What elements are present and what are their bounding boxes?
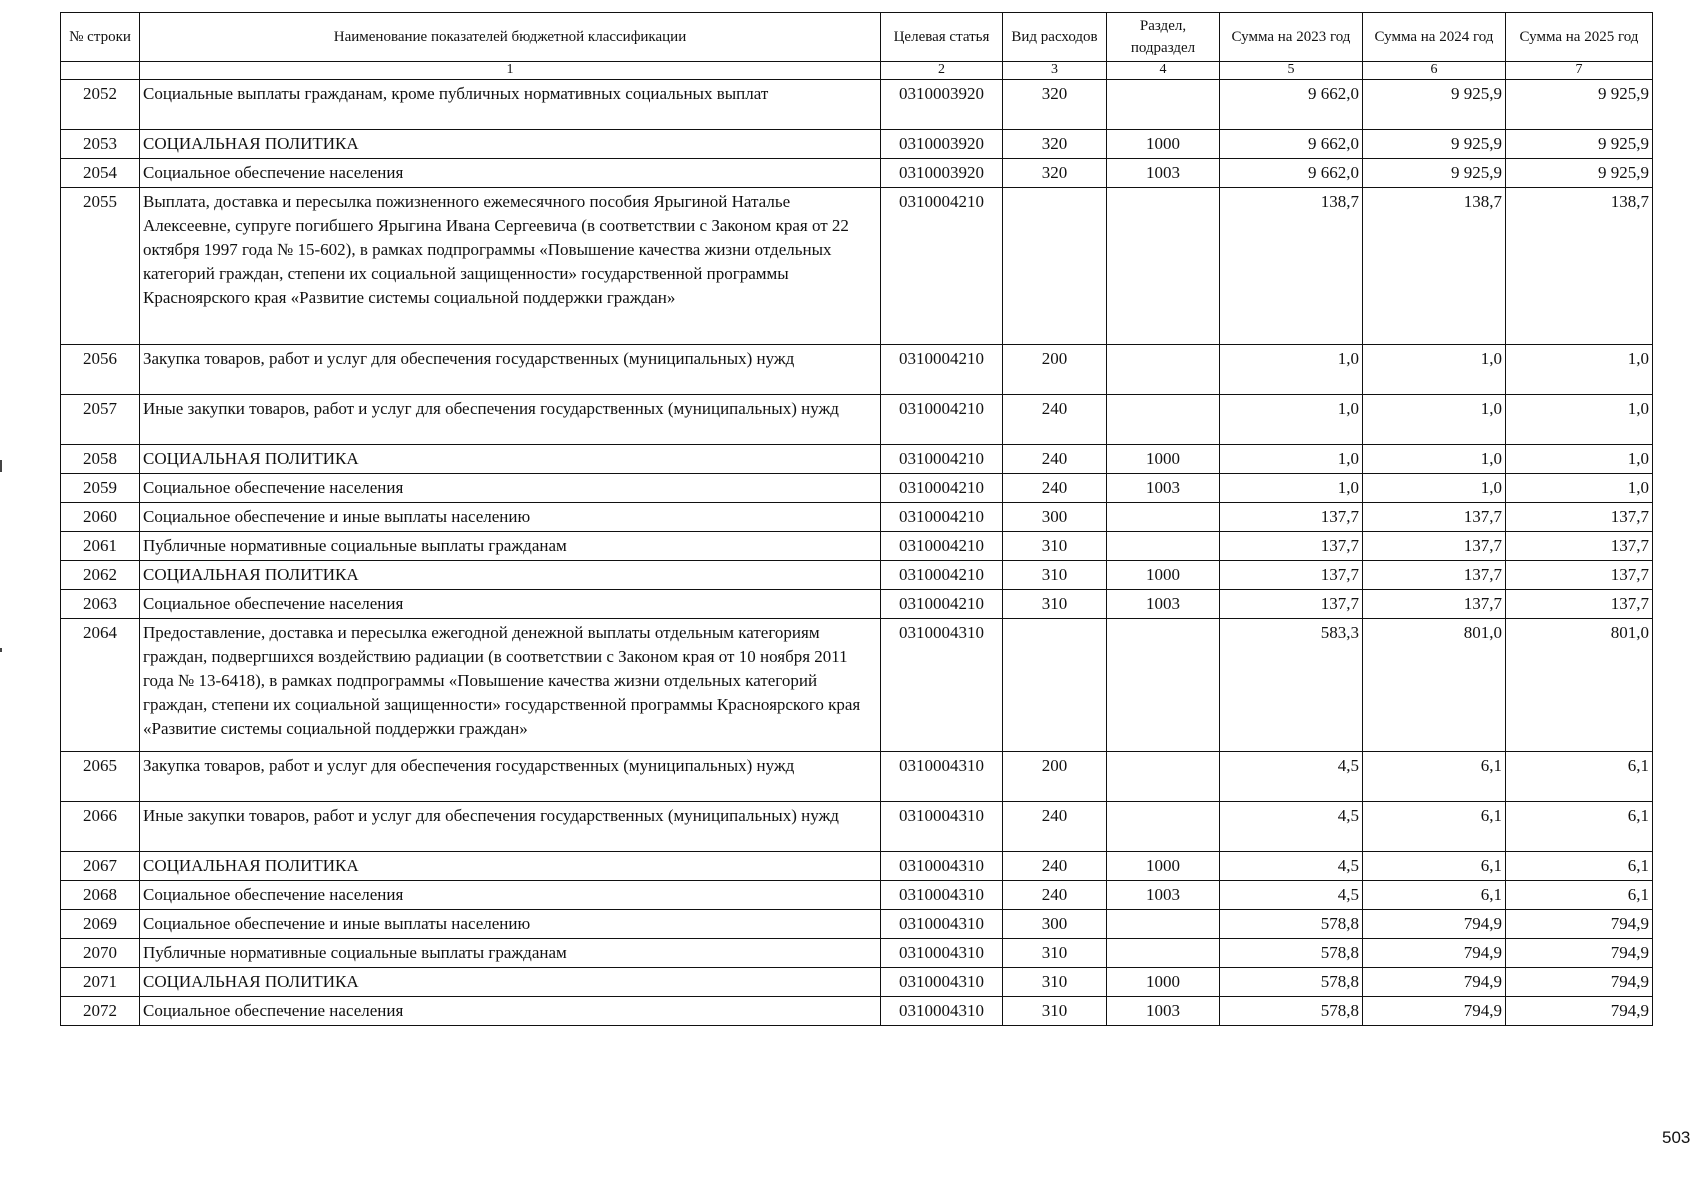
row-sum-2025: 6,1	[1506, 881, 1653, 910]
row-expense-type: 240	[1003, 395, 1107, 445]
row-name: Выплата, доставка и пересылка пожизненного ежемесячного пособия Ярыгиной Наталье Алексеевне, супруге погибшего Ярыгина Ивана Сергеевича (в соответствии с Законом края от 22 октября 1997 года № 15-602), в рамках подпрограммы «Повышение качества жизни отдельных категорий граждан, степени их социальной защищенности» государственной программы Красноярского края «Развитие системы социальной поддержки граждан»	[140, 188, 881, 345]
row-number: 2052	[61, 80, 140, 130]
row-name: Социальное обеспечение населения	[140, 997, 881, 1026]
row-target-article: 0310004310	[881, 968, 1003, 997]
column-number: 2	[881, 62, 1003, 80]
table-body	[61, 80, 1653, 1026]
row-number: 2066	[61, 802, 140, 852]
row-target-article: 0310004210	[881, 532, 1003, 561]
row-target-article: 0310004310	[881, 852, 1003, 881]
row-sum-2023: 137,7	[1220, 590, 1363, 619]
row-name: Социальное обеспечение населения	[140, 881, 881, 910]
row-sum-2023: 9 662,0	[1220, 80, 1363, 130]
row-sum-2024: 137,7	[1363, 503, 1506, 532]
row-sum-2024: 137,7	[1363, 532, 1506, 561]
row-sum-2025: 9 925,9	[1506, 159, 1653, 188]
row-section: 1003	[1107, 159, 1220, 188]
row-target-article: 0310004210	[881, 503, 1003, 532]
header-sum-2025: Сумма на 2025 год	[1506, 13, 1653, 62]
row-number: 2068	[61, 881, 140, 910]
row-expense-type: 240	[1003, 445, 1107, 474]
column-number: 6	[1363, 62, 1506, 80]
table-row	[61, 395, 1653, 445]
row-target-article: 0310004210	[881, 345, 1003, 395]
row-sum-2023: 4,5	[1220, 881, 1363, 910]
row-number: 2058	[61, 445, 140, 474]
row-expense-type: 320	[1003, 80, 1107, 130]
row-section: 1000	[1107, 968, 1220, 997]
row-sum-2023: 578,8	[1220, 968, 1363, 997]
row-name: Иные закупки товаров, работ и услуг для обеспечения государственных (муниципальных) нужд	[140, 395, 881, 445]
row-number: 2070	[61, 939, 140, 968]
row-sum-2024: 6,1	[1363, 881, 1506, 910]
row-target-article: 0310004210	[881, 445, 1003, 474]
row-number: 2063	[61, 590, 140, 619]
row-sum-2025: 6,1	[1506, 802, 1653, 852]
row-section	[1107, 345, 1220, 395]
row-expense-type: 240	[1003, 852, 1107, 881]
table-row	[61, 968, 1653, 997]
table-row	[61, 752, 1653, 802]
row-name: СОЦИАЛЬНАЯ ПОЛИТИКА	[140, 445, 881, 474]
row-section: 1000	[1107, 561, 1220, 590]
row-section: 1003	[1107, 881, 1220, 910]
row-target-article: 0310004310	[881, 881, 1003, 910]
row-sum-2023: 578,8	[1220, 997, 1363, 1026]
row-section	[1107, 503, 1220, 532]
row-name: СОЦИАЛЬНАЯ ПОЛИТИКА	[140, 852, 881, 881]
row-name: Социальное обеспечение и иные выплаты населению	[140, 910, 881, 939]
row-sum-2025: 794,9	[1506, 968, 1653, 997]
header-sum-2024: Сумма на 2024 год	[1363, 13, 1506, 62]
row-sum-2023: 137,7	[1220, 561, 1363, 590]
row-target-article: 0310004310	[881, 619, 1003, 752]
row-section: 1000	[1107, 130, 1220, 159]
row-section	[1107, 532, 1220, 561]
table-row	[61, 503, 1653, 532]
header-target-article: Целевая статья	[881, 13, 1003, 62]
row-name: Социальные выплаты гражданам, кроме публичных нормативных социальных выплат	[140, 80, 881, 130]
row-name: Публичные нормативные социальные выплаты гражданам	[140, 939, 881, 968]
margin-mark	[0, 648, 2, 652]
row-number: 2062	[61, 561, 140, 590]
row-expense-type: 300	[1003, 910, 1107, 939]
row-sum-2024: 6,1	[1363, 852, 1506, 881]
row-expense-type: 240	[1003, 881, 1107, 910]
row-sum-2024: 1,0	[1363, 345, 1506, 395]
margin-mark	[0, 460, 2, 472]
row-sum-2025: 801,0	[1506, 619, 1653, 752]
row-target-article: 0310004310	[881, 939, 1003, 968]
row-sum-2023: 1,0	[1220, 395, 1363, 445]
row-section: 1000	[1107, 852, 1220, 881]
row-section: 1003	[1107, 474, 1220, 503]
row-name: Закупка товаров, работ и услуг для обеспечения государственных (муниципальных) нужд	[140, 345, 881, 395]
table-row	[61, 159, 1653, 188]
row-sum-2024: 137,7	[1363, 561, 1506, 590]
table-row	[61, 881, 1653, 910]
row-name: Иные закупки товаров, работ и услуг для обеспечения государственных (муниципальных) нужд	[140, 802, 881, 852]
row-sum-2025: 137,7	[1506, 561, 1653, 590]
row-target-article: 0310004310	[881, 910, 1003, 939]
table-row	[61, 561, 1653, 590]
row-section	[1107, 752, 1220, 802]
table-row	[61, 532, 1653, 561]
row-section	[1107, 188, 1220, 345]
column-number-row	[61, 62, 1653, 80]
row-section	[1107, 80, 1220, 130]
column-number: 7	[1506, 62, 1653, 80]
row-sum-2024: 1,0	[1363, 395, 1506, 445]
table-row	[61, 345, 1653, 395]
row-expense-type	[1003, 188, 1107, 345]
row-sum-2024: 794,9	[1363, 997, 1506, 1026]
row-sum-2024: 794,9	[1363, 910, 1506, 939]
header-row-number: № строки	[61, 13, 140, 62]
row-sum-2023: 1,0	[1220, 445, 1363, 474]
row-number: 2064	[61, 619, 140, 752]
row-section: 1003	[1107, 590, 1220, 619]
table-row	[61, 590, 1653, 619]
table-row	[61, 445, 1653, 474]
row-sum-2024: 1,0	[1363, 474, 1506, 503]
column-number: 5	[1220, 62, 1363, 80]
row-sum-2025: 1,0	[1506, 395, 1653, 445]
row-name: Социальное обеспечение населения	[140, 159, 881, 188]
row-number: 2072	[61, 997, 140, 1026]
row-sum-2025: 9 925,9	[1506, 130, 1653, 159]
row-sum-2023: 583,3	[1220, 619, 1363, 752]
table-row	[61, 802, 1653, 852]
row-sum-2023: 578,8	[1220, 910, 1363, 939]
table-row	[61, 997, 1653, 1026]
row-sum-2023: 578,8	[1220, 939, 1363, 968]
row-number: 2065	[61, 752, 140, 802]
table-row	[61, 188, 1653, 345]
row-target-article: 0310003920	[881, 130, 1003, 159]
row-sum-2025: 794,9	[1506, 910, 1653, 939]
row-sum-2023: 4,5	[1220, 752, 1363, 802]
row-name: Социальное обеспечение населения	[140, 590, 881, 619]
row-number: 2059	[61, 474, 140, 503]
row-name: СОЦИАЛЬНАЯ ПОЛИТИКА	[140, 968, 881, 997]
row-expense-type: 200	[1003, 752, 1107, 802]
row-section: 1003	[1107, 997, 1220, 1026]
table-row	[61, 619, 1653, 752]
row-sum-2025: 1,0	[1506, 345, 1653, 395]
row-sum-2024: 794,9	[1363, 968, 1506, 997]
row-sum-2024: 1,0	[1363, 445, 1506, 474]
row-sum-2024: 9 925,9	[1363, 80, 1506, 130]
row-sum-2025: 138,7	[1506, 188, 1653, 345]
row-number: 2054	[61, 159, 140, 188]
row-section	[1107, 802, 1220, 852]
row-sum-2023: 9 662,0	[1220, 159, 1363, 188]
row-expense-type: 310	[1003, 532, 1107, 561]
header-name: Наименование показателей бюджетной классификации	[140, 13, 881, 62]
row-expense-type: 310	[1003, 939, 1107, 968]
row-sum-2025: 137,7	[1506, 503, 1653, 532]
row-expense-type: 310	[1003, 968, 1107, 997]
row-name: Социальное обеспечение населения	[140, 474, 881, 503]
header-section: Раздел, подраздел	[1107, 13, 1220, 62]
row-sum-2024: 9 925,9	[1363, 159, 1506, 188]
row-name: СОЦИАЛЬНАЯ ПОЛИТИКА	[140, 561, 881, 590]
row-sum-2023: 9 662,0	[1220, 130, 1363, 159]
row-expense-type: 310	[1003, 561, 1107, 590]
row-section	[1107, 910, 1220, 939]
row-target-article: 0310003920	[881, 80, 1003, 130]
row-sum-2025: 794,9	[1506, 997, 1653, 1026]
row-sum-2024: 137,7	[1363, 590, 1506, 619]
row-sum-2025: 6,1	[1506, 852, 1653, 881]
row-expense-type: 310	[1003, 997, 1107, 1026]
row-sum-2023: 138,7	[1220, 188, 1363, 345]
row-section	[1107, 619, 1220, 752]
row-expense-type: 300	[1003, 503, 1107, 532]
row-number: 2069	[61, 910, 140, 939]
row-sum-2025: 137,7	[1506, 590, 1653, 619]
column-number: 1	[140, 62, 881, 80]
row-target-article: 0310004210	[881, 590, 1003, 619]
row-expense-type: 240	[1003, 802, 1107, 852]
row-target-article: 0310004310	[881, 802, 1003, 852]
row-target-article: 0310003920	[881, 159, 1003, 188]
row-sum-2025: 6,1	[1506, 752, 1653, 802]
row-sum-2024: 138,7	[1363, 188, 1506, 345]
row-target-article: 0310004310	[881, 997, 1003, 1026]
row-sum-2024: 6,1	[1363, 802, 1506, 852]
row-target-article: 0310004210	[881, 395, 1003, 445]
header-sum-2023: Сумма на 2023 год	[1220, 13, 1363, 62]
row-expense-type: 320	[1003, 130, 1107, 159]
column-number: 4	[1107, 62, 1220, 80]
table-row	[61, 939, 1653, 968]
row-number: 2053	[61, 130, 140, 159]
row-target-article: 0310004210	[881, 561, 1003, 590]
row-name: Предоставление, доставка и пересылка ежегодной денежной выплаты отдельным категориям граждан, подвергшихся воздействию радиации (в соответствии с Законом края от 10 ноября 2011 года № 13-6418), в рамках подпрограммы «Повышение качества жизни отдельных категорий граждан, степени их социальной защищенности» государственной программы Красноярского края «Развитие системы социальной поддержки граждан»	[140, 619, 881, 752]
row-sum-2025: 9 925,9	[1506, 80, 1653, 130]
row-number: 2060	[61, 503, 140, 532]
row-sum-2024: 6,1	[1363, 752, 1506, 802]
budget-table	[60, 12, 1653, 1026]
row-sum-2024: 9 925,9	[1363, 130, 1506, 159]
row-expense-type: 310	[1003, 590, 1107, 619]
row-name: Закупка товаров, работ и услуг для обеспечения государственных (муниципальных) нужд	[140, 752, 881, 802]
page-number: 503	[1662, 1128, 1691, 1147]
row-name: СОЦИАЛЬНАЯ ПОЛИТИКА	[140, 130, 881, 159]
table-row	[61, 852, 1653, 881]
row-expense-type: 240	[1003, 474, 1107, 503]
table-row	[61, 474, 1653, 503]
table-row	[61, 130, 1653, 159]
row-sum-2025: 794,9	[1506, 939, 1653, 968]
row-expense-type: 320	[1003, 159, 1107, 188]
row-section: 1000	[1107, 445, 1220, 474]
row-number: 2061	[61, 532, 140, 561]
row-number: 2067	[61, 852, 140, 881]
row-number: 2055	[61, 188, 140, 345]
row-sum-2023: 4,5	[1220, 852, 1363, 881]
row-target-article: 0310004210	[881, 188, 1003, 345]
row-target-article: 0310004310	[881, 752, 1003, 802]
row-number: 2056	[61, 345, 140, 395]
column-number	[61, 62, 140, 80]
row-sum-2024: 801,0	[1363, 619, 1506, 752]
row-sum-2023: 1,0	[1220, 345, 1363, 395]
row-expense-type: 200	[1003, 345, 1107, 395]
row-sum-2025: 1,0	[1506, 445, 1653, 474]
row-sum-2025: 137,7	[1506, 532, 1653, 561]
row-expense-type	[1003, 619, 1107, 752]
row-sum-2024: 794,9	[1363, 939, 1506, 968]
row-sum-2025: 1,0	[1506, 474, 1653, 503]
table-row	[61, 910, 1653, 939]
row-sum-2023: 1,0	[1220, 474, 1363, 503]
row-name: Публичные нормативные социальные выплаты гражданам	[140, 532, 881, 561]
column-number: 3	[1003, 62, 1107, 80]
header-expense-type: Вид расходов	[1003, 13, 1107, 62]
row-name: Социальное обеспечение и иные выплаты населению	[140, 503, 881, 532]
row-number: 2071	[61, 968, 140, 997]
row-sum-2023: 137,7	[1220, 503, 1363, 532]
row-number: 2057	[61, 395, 140, 445]
row-sum-2023: 4,5	[1220, 802, 1363, 852]
row-target-article: 0310004210	[881, 474, 1003, 503]
row-section	[1107, 939, 1220, 968]
row-section	[1107, 395, 1220, 445]
table-row	[61, 80, 1653, 130]
header-row	[61, 13, 1653, 62]
row-sum-2023: 137,7	[1220, 532, 1363, 561]
